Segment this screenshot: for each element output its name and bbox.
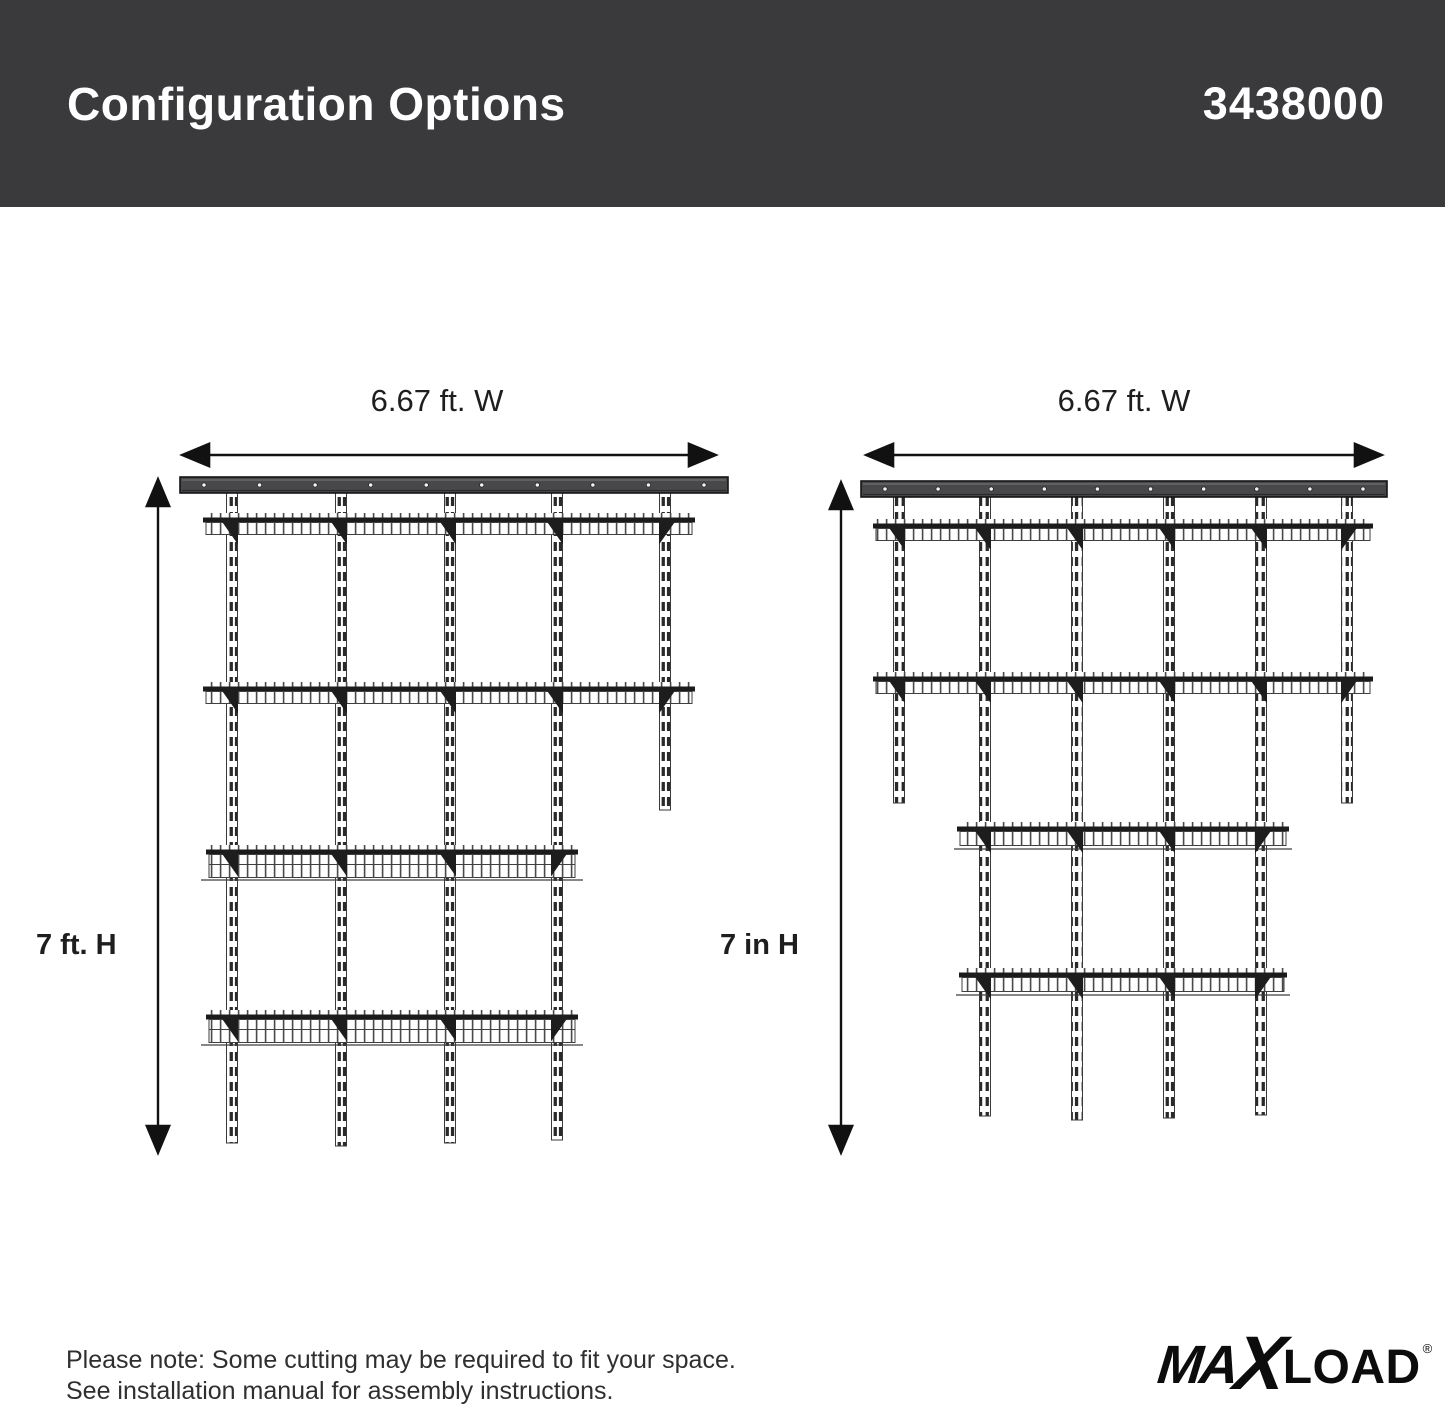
rail-screw-hole bbox=[424, 483, 428, 487]
rail-screw-hole bbox=[1308, 487, 1312, 491]
wire-shelf bbox=[873, 519, 1373, 551]
right-shelving-diagram bbox=[841, 455, 1387, 1152]
rail-screw-hole bbox=[883, 487, 887, 491]
rail-screw-hole bbox=[1361, 487, 1365, 491]
logo-text-ma: MA bbox=[1154, 1335, 1240, 1395]
rail-screw-hole bbox=[646, 483, 650, 487]
rail-screw-hole bbox=[313, 483, 317, 487]
footer-note-line1: Please note: Some cutting may be required to fit your space. bbox=[66, 1346, 736, 1374]
rail-screw-hole bbox=[257, 483, 261, 487]
wire-shelf bbox=[956, 968, 1290, 1000]
top-rail bbox=[180, 477, 728, 493]
rail-screw-hole bbox=[535, 483, 539, 487]
wire-shelf bbox=[873, 672, 1373, 704]
width-dimension-label-right: 6.67 ft. W bbox=[1057, 383, 1191, 418]
wire-shelf bbox=[201, 845, 583, 880]
logo-text-load: LOAD bbox=[1282, 1341, 1421, 1394]
left-shelving-diagram bbox=[158, 455, 728, 1152]
page-title: Configuration Options bbox=[67, 77, 566, 130]
rail-screw-hole bbox=[936, 487, 940, 491]
hang-standard bbox=[1256, 495, 1267, 1115]
width-dimension-label-left: 6.67 ft. W bbox=[370, 383, 504, 418]
rail-screw-hole bbox=[1255, 487, 1259, 491]
rail-screw-hole bbox=[989, 487, 993, 491]
hang-standard bbox=[1164, 495, 1175, 1118]
rail-screw-hole bbox=[1095, 487, 1099, 491]
wire-shelf bbox=[201, 1010, 583, 1045]
rail-screw-hole bbox=[1042, 487, 1046, 491]
footer-note-line2: See installation manual for assembly instructions. bbox=[66, 1377, 614, 1405]
rail-screw-hole bbox=[480, 483, 484, 487]
wire-shelf bbox=[954, 822, 1292, 854]
rail-screw-hole bbox=[369, 483, 373, 487]
rail-screw-hole bbox=[1202, 487, 1206, 491]
rail-screw-hole bbox=[591, 483, 595, 487]
hang-standard bbox=[336, 491, 347, 1146]
registered-trademark-icon: ® bbox=[1422, 1341, 1433, 1356]
top-rail bbox=[861, 481, 1387, 497]
hang-standard bbox=[980, 495, 991, 1116]
footer-note bbox=[66, 1345, 736, 1407]
rail-screw-hole bbox=[702, 483, 706, 487]
height-dimension-label-right: 7 in H bbox=[720, 929, 799, 961]
height-dimension-label-left: 7 ft. H bbox=[36, 929, 117, 961]
rail-screw-hole bbox=[202, 483, 206, 487]
rail-screw-hole bbox=[1148, 487, 1152, 491]
hang-standard bbox=[1072, 495, 1083, 1120]
maxload-logo: MA X LOAD ® bbox=[1154, 1321, 1433, 1406]
product-number: 3438000 bbox=[1202, 77, 1385, 129]
